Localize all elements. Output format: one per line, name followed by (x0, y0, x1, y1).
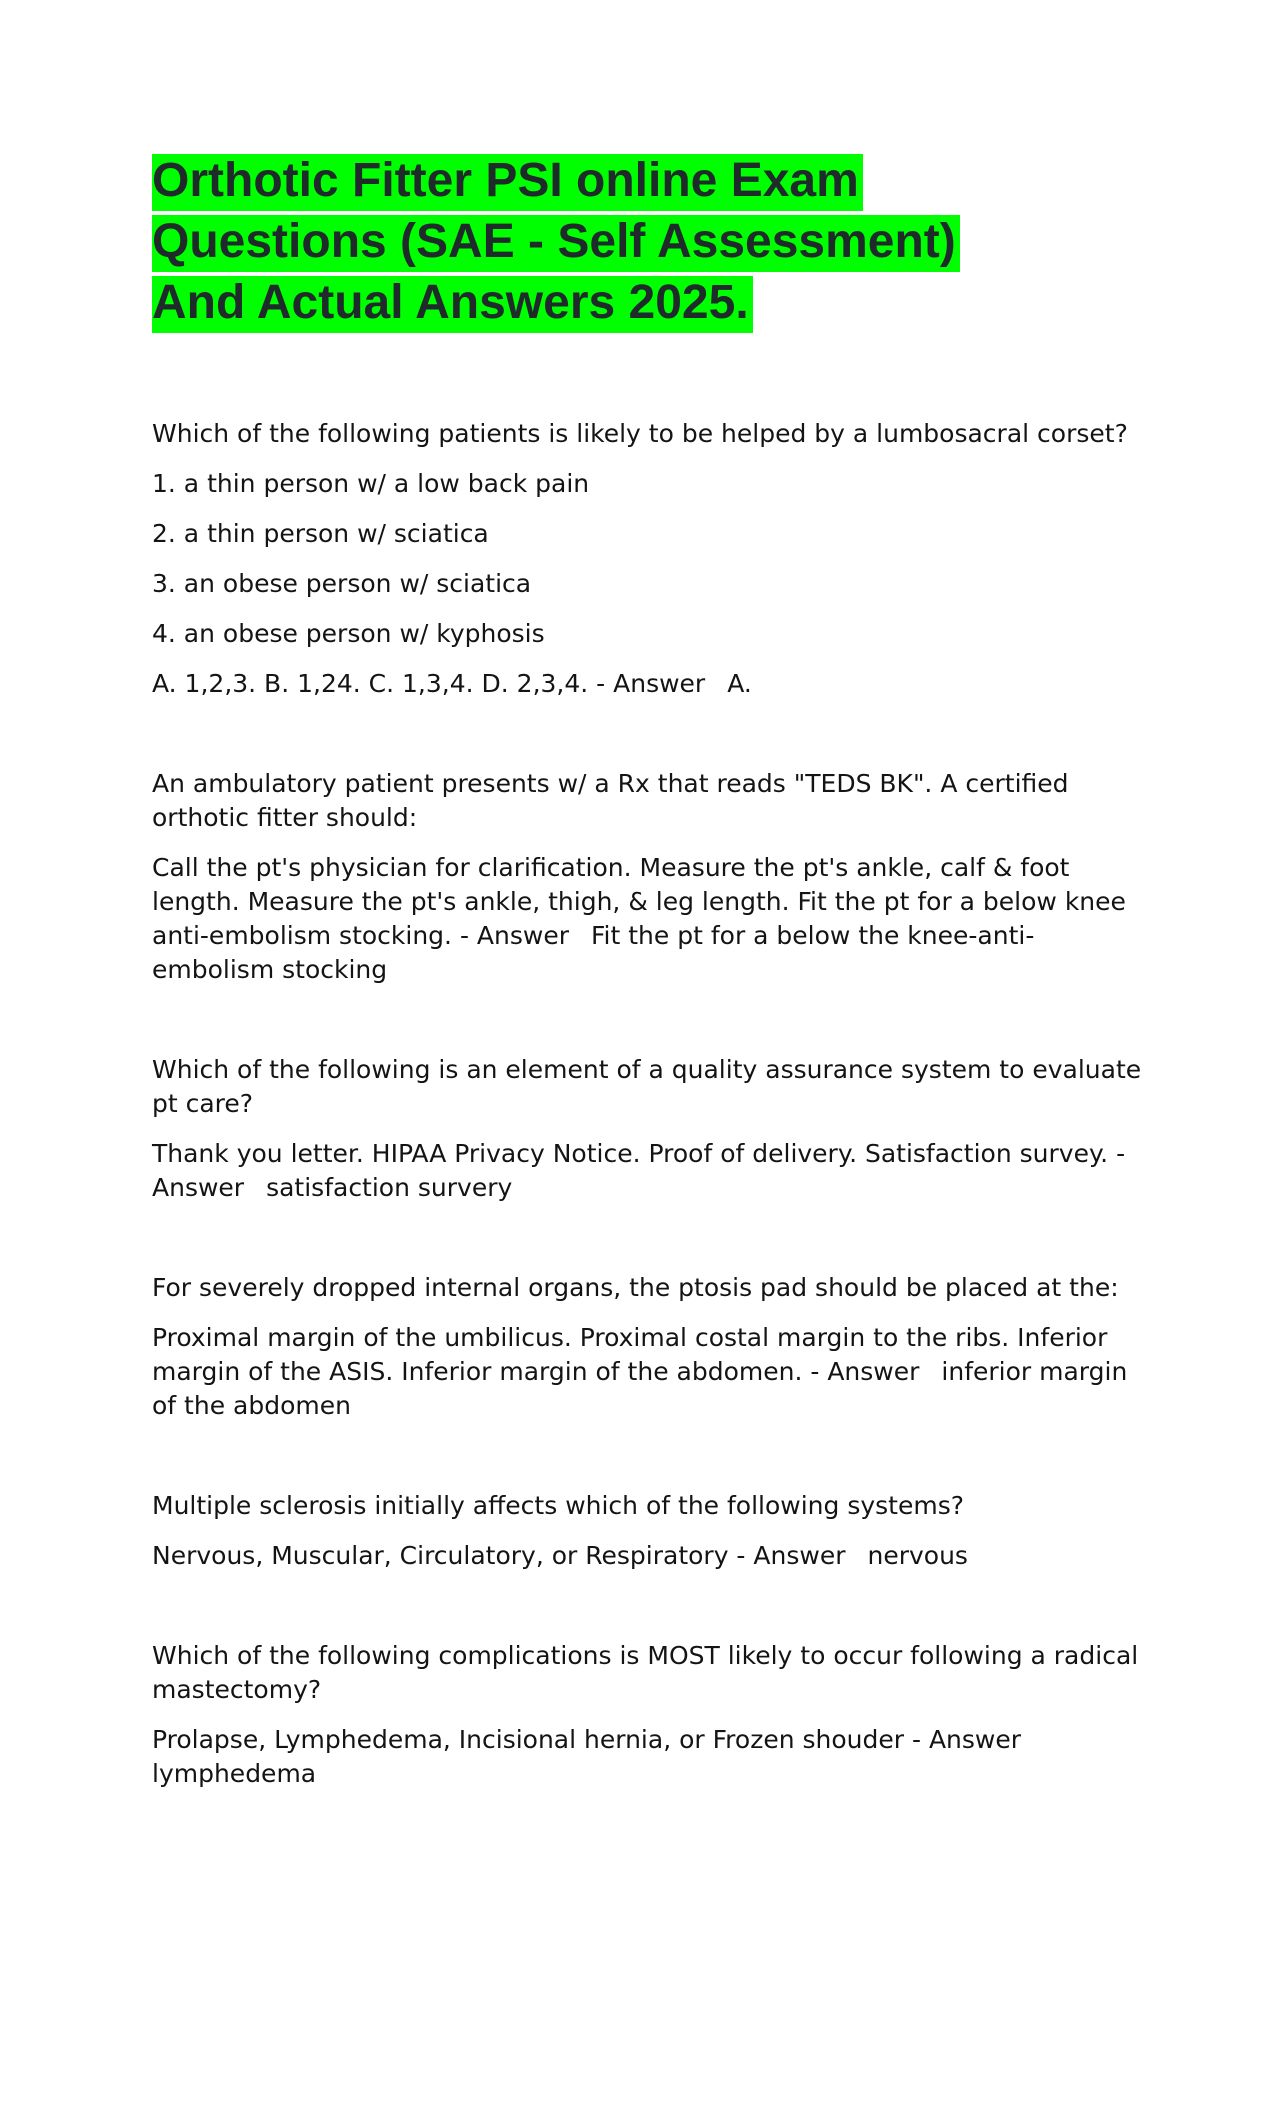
option-item: 4. an obese person w/ kyphosis (152, 619, 545, 648)
question-text: Which of the following complications is MOST likely to occur following a radical mastectomy? (152, 1641, 1139, 1704)
question-text: Multiple sclerosis initially affects which of the following systems? (152, 1491, 964, 1520)
option-item: 3. an obese person w/ sciatica (152, 569, 532, 598)
question-block-6 (152, 1639, 1142, 1791)
option-item: 1. a thin person w/ a low back pain (152, 469, 590, 498)
answer-text: inferior margin of the abdomen (152, 1357, 1128, 1420)
answer-line (152, 851, 1142, 987)
question-block-5 (152, 1489, 1142, 1573)
answer-text: nervous (867, 1541, 968, 1570)
choices-text: Nervous, Muscular, Circulatory, or Respiratory - Answer (152, 1541, 846, 1570)
title-line: Orthotic Fitter PSI online Exam (152, 154, 859, 207)
question-block-2 (152, 767, 1142, 987)
answer-text: lymphedema (152, 1759, 317, 1788)
question-block-1 (152, 417, 1142, 701)
question-text: An ambulatory patient presents w/ a Rx that reads "TEDS BK". A certified orthotic fitter should: (152, 769, 1069, 832)
document-body (152, 150, 1142, 1857)
answer-text: Fit the pt for a below the knee-anti-embolism stocking (152, 921, 1035, 984)
answer-text: A. (727, 669, 752, 698)
choices-text: Call the pt's physician for clarification. Measure the pt's ankle, calf & foot length. Measure the pt's ankle, thigh, & leg length. Fit the pt for a below knee anti-embolism stocking. - Answer (152, 853, 1126, 950)
choices-text: A. 1,2,3. B. 1,24. C. 1,3,4. D. 2,3,4. - Answer (152, 669, 706, 698)
choices-text: Thank you letter. HIPAA Privacy Notice. Proof of delivery. Satisfaction survey. - Answer (152, 1139, 1126, 1202)
document-title (152, 150, 1142, 333)
answer-line (152, 1723, 1142, 1791)
question-text: For severely dropped internal organs, the ptosis pad should be placed at the: (152, 1273, 1119, 1302)
title-line: Questions (SAE - Self Assessment) (152, 215, 956, 268)
title-line: And Actual Answers 2025. (152, 276, 749, 329)
answer-line (152, 1137, 1142, 1205)
question-text: Which of the following is an element of a quality assurance system to evaluate pt care? (152, 1055, 1142, 1118)
choices-text: Prolapse, Lymphedema, Incisional hernia, or Frozen shouder - Answer (152, 1725, 1022, 1754)
question-text: Which of the following patients is likely to be helped by a lumbosacral corset? (152, 419, 1128, 448)
title-highlight (152, 154, 960, 333)
choices-text: Proximal margin of the umbilicus. Proximal costal margin to the ribs. Inferior margin of the ASIS. Inferior margin of the abdomen. - Answer (152, 1323, 1108, 1386)
question-block-3 (152, 1053, 1142, 1205)
option-item: 2. a thin person w/ sciatica (152, 519, 489, 548)
answer-line (152, 667, 1142, 701)
answer-line (152, 1321, 1142, 1423)
answer-line (152, 1539, 1142, 1573)
answer-text: satisfaction survery (266, 1173, 513, 1202)
question-block-4 (152, 1271, 1142, 1423)
